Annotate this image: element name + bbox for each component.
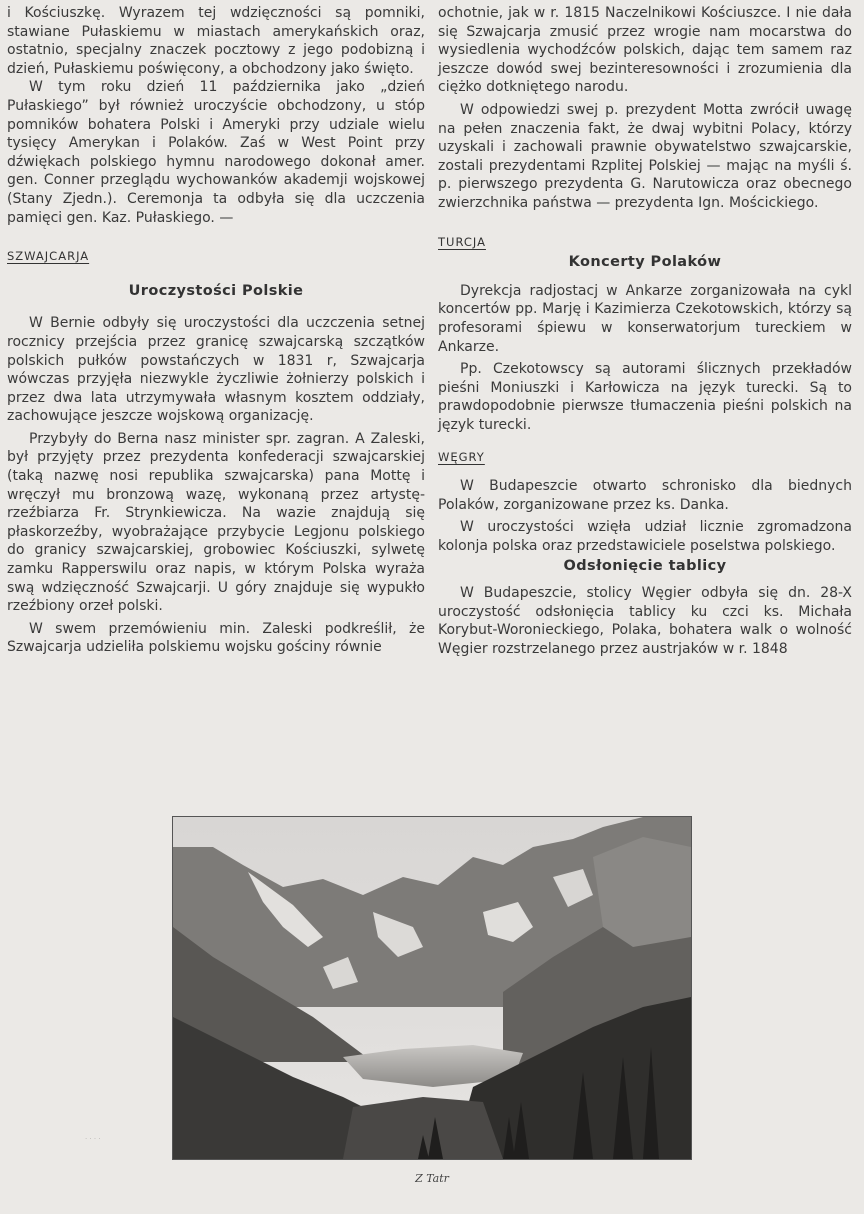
section-label-wegry: WĘGRY (438, 450, 485, 465)
tatra-landscape-image (173, 817, 691, 1159)
left-column (7, 4, 425, 657)
article-paragraph: W Budapeszcie, stolicy Węgier odbyła się dn. 28-X uroczystość odsłonięcia tablicy ku czci ks. Michała Korybut-Woronieckiego, Polaka, bohatera walk o wolność Węgier rozstrzelanego przez austrjaków w r. 1848 (438, 585, 852, 657)
article-paragraph: W tym roku dzień 11 października jako „dzień Pułaskiego” był również uroczyście obchodzony, u stóp pomników bohatera Polski i Ameryki przy udziale wielu tysięcy Amerykan i Polaków. Zaś w West Point przy dźwiękach polskiego hymnu narodowego dokonał amer. gen. Conner przeglądu wychowanków akademji wojskowej (Stany Zjedn.). Ceremonja ta odbyła się dla uczczenia pamięci gen. Kaz. Pułaskiego. — (7, 79, 425, 226)
article-paragraph: Dyrekcja radjostacj w Ankarze zorganizowała na cykl koncertów pp. Marję i Kazimierza Czekotowskich, którzy są profesorami śpiewu w konserwatorjum tureckiem w Ankarze. (438, 282, 852, 355)
article-paragraph: W odpowiedzi swej p. prezydent Motta zwrócił uwagę na pełen znaczenia fakt, że dwaj wybitni Polacy, którzy uzyskali i zachowali prawnie obywatelstwo szwajcarskie, zostali prezydentami Rzplitej Polskiej — mając na myśli ś. p. pierwszego prezydenta G. Narutowicza oraz obecnego zwierzchnika państwa — prezydenta Ign. Mościckiego. (438, 101, 852, 211)
article-paragraph: W uroczystości wzięła udział licznie zgromadzona kolonja polska oraz przedstawiciele poselstwa polskiego. (438, 519, 852, 554)
article-paragraph: W Bernie odbyły się uroczystości dla uczczenia setnej rocznicy przejścia przez granicę szwajcarską szczątków polskich pułków powstańczych w 1831 r, Szwajcarja wówczas przyjęła niezwykle życzliwie żołnierzy polskich i przez dwa lata utrzymywała własnym kosztem oddziały, zachowujące jeszcze wojskową organizację. (7, 315, 425, 425)
article-paragraph: W swem przemówieniu min. Zaleski podkreślił, że Szwajcarja udzieliła polskiemu wojsku gościny równie (7, 620, 425, 656)
article-paragraph: Pp. Czekotowscy są autorami ślicznych przekładów pieśni Moniuszki i Karłowicza na język turecki. Są to prawdopodobnie pierwsze tłumaczenia pieśni polskich na język turecki. (438, 361, 852, 433)
mountain-photo (172, 816, 692, 1160)
article-headline: Odsłonięcie tablicy (563, 558, 727, 575)
article-paragraph: Przybyły do Berna nasz minister spr. zagran. A Zaleski, był przyjęty przez prezydenta konfederacji szwajcarskiej (taką nazwę nosi republika szwajcarska) pana Mottę i wręczył mu bronzową wazę, wykonaną przez artystę-rzeźbiarza Fr. Strynkiewicza. Na wazie znajdują się płaskorzeźby, wyobrażające przybycie Legjonu polskiego do granicy szwajcarskiej, grobowiec Kościuszki, sylwetę zamku Rapperswilu oraz napis, w którym Polska wyraża swą wdzięczność Szwajcarji. U góry znajduje się wypukło rzeźbiony orzeł polski. (7, 430, 425, 615)
article-headline: Koncerty Polaków (568, 254, 722, 271)
article-paragraph: ochotnie, jak w r. 1815 Naczelnikowi Kościuszce. I nie dała się Szwajcarja zmusić przez wrogie nam mocarstwa do wysiedlenia wychodźców polskich, dając tem samem raz jeszcze dowód swej bezinteresowności i zrozumienia dla ciężko dotkniętego narodu. (438, 5, 852, 96)
article-headline: Uroczystości Polskie (128, 282, 304, 299)
page-speck: · · · · (85, 1135, 101, 1143)
right-column (438, 4, 852, 658)
section-label-turcja: TURCJA (438, 234, 486, 249)
section-label-szwajcarja: SZWAJCARJA (7, 249, 90, 264)
photo-caption: Z Tatr (415, 1172, 449, 1185)
article-paragraph: W Budapeszcie otwarto schronisko dla biednych Polaków, zorganizowane przez ks. Danka. (438, 478, 852, 513)
article-paragraph: i Kościuszkę. Wyrazem tej wdzięczności są pomniki, stawiane Pułaskiemu w miastach amerykańskich oraz, ostatnio, specjalny znaczek pocztowy z jego podobizną i dzień, Pułaskiemu poświęcony, a obchodzony jako święto. (7, 5, 425, 77)
